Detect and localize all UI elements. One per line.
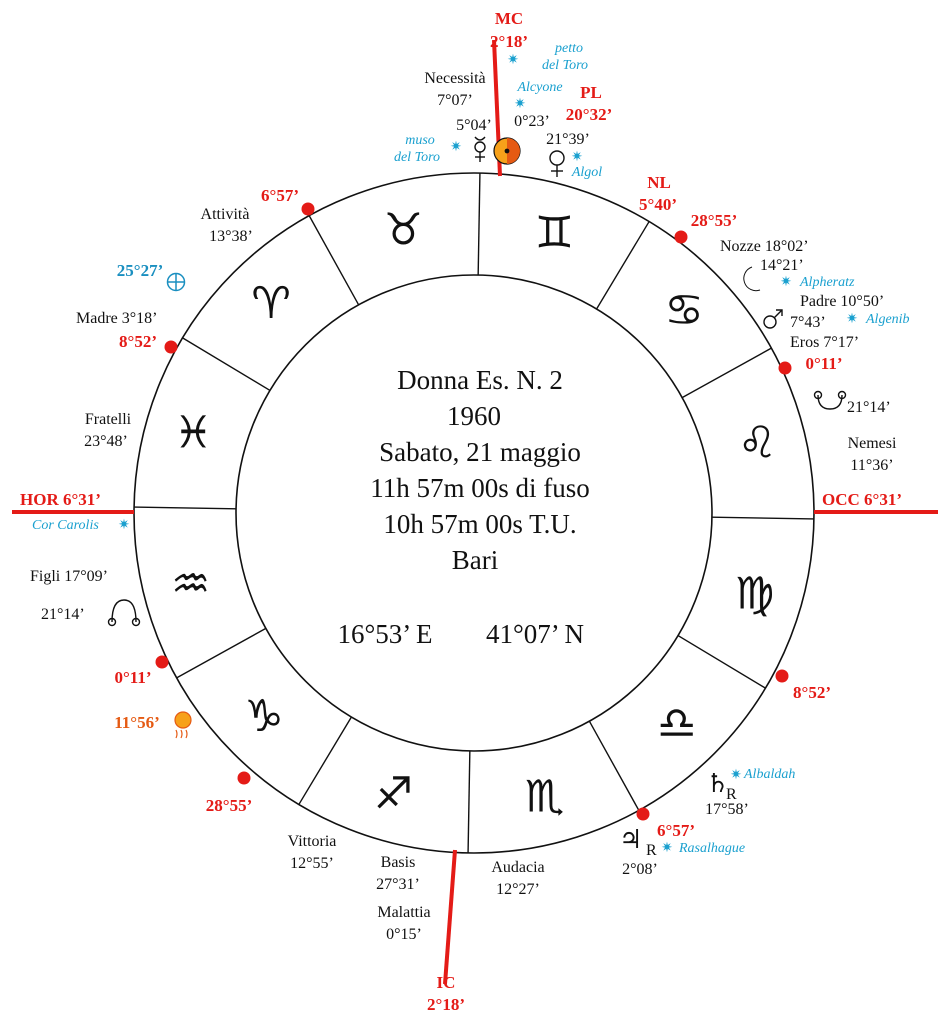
malattia-value: 0°15’: [386, 926, 422, 943]
star-marker-icon: ✷: [846, 311, 858, 327]
mc-value: 2°18’: [490, 32, 528, 51]
pl-label: PL: [580, 83, 602, 102]
sign-divider: [712, 517, 814, 519]
sign-glyph: ♎: [657, 698, 697, 750]
jupiter-icon: ♃: [619, 825, 643, 855]
sign-glyph: ♒: [170, 558, 211, 610]
sign-divider: [597, 222, 650, 309]
sign-glyph: ♋: [664, 285, 704, 337]
eros: Eros 7°17’: [790, 334, 860, 351]
attivita-name: Attività: [200, 206, 250, 223]
basis-value: 27°31’: [376, 876, 420, 893]
star-albaldah: Albaldah: [744, 767, 796, 782]
earth-icon: [168, 274, 185, 291]
star-cor-carolis: Cor Carolis: [32, 518, 99, 533]
star-algol: Algol: [571, 165, 603, 180]
jupiter-value: 2°08’: [622, 861, 658, 878]
sign-glyph: ♓: [173, 407, 214, 459]
hor-label: HOR 6°31’: [20, 490, 101, 509]
ic-axis: [445, 850, 455, 984]
necessita-value: 7°07’: [437, 92, 473, 109]
mars-icon: [764, 310, 782, 328]
star-marker-icon: ✷: [514, 96, 526, 112]
uranus-icon: [175, 712, 191, 738]
nozze: Nozze 18°02’: [720, 238, 809, 255]
mercury-icon: [475, 137, 485, 162]
cusp-value: 6°57’: [657, 821, 695, 840]
sign-glyph: ♊: [534, 207, 575, 259]
cusp-value: 28°55’: [205, 796, 253, 815]
chart-title: Donna Es. N. 2: [397, 365, 563, 395]
mars-value: 7°43’: [790, 314, 826, 331]
south-node-value: 21°14’: [847, 399, 891, 416]
fratelli-name: Fratelli: [84, 411, 132, 428]
north-node-value: 21°14’: [41, 606, 85, 623]
star-marker-icon: ✷: [450, 139, 462, 155]
sign-divider: [183, 338, 270, 391]
star-marker-icon: ✷: [780, 274, 792, 290]
sign-glyph: ♈: [251, 277, 291, 329]
sign-glyph: ♑: [244, 690, 284, 742]
cusp-dot: [156, 656, 169, 669]
cusp-dot: [238, 772, 251, 785]
moon-value: 14°21’: [760, 257, 804, 274]
sign-divider: [678, 636, 765, 689]
attivita-value: 13°38’: [209, 228, 253, 245]
sign-divider: [478, 173, 480, 275]
saturn-value: 17°58’: [705, 801, 749, 818]
south-node-icon: [815, 392, 846, 410]
padre: Padre 10°50’: [800, 293, 885, 310]
sign-divider: [299, 717, 352, 804]
malattia-name: Malattia: [377, 904, 431, 921]
cusp-value: 28°55’: [690, 211, 738, 230]
venus-icon: [550, 151, 564, 177]
star-marker-icon: ✷: [661, 840, 673, 856]
saturn-retro: R: [726, 786, 737, 803]
sun-value: 0°23’: [514, 113, 550, 130]
cusp-dot: [302, 203, 315, 216]
sign-glyph: ♌: [737, 417, 778, 469]
star-marker-icon: ✷: [730, 767, 742, 783]
birth-date: Sabato, 21 maggio: [379, 437, 581, 467]
sign-glyph: ♏: [524, 771, 565, 823]
nemesi-value: 11°36’: [850, 457, 894, 474]
sign-divider: [177, 628, 266, 677]
north-node-icon: [109, 600, 140, 626]
fratelli-value: 23°48’: [84, 433, 128, 450]
time-zone: 11h 57m 00s di fuso: [370, 473, 590, 503]
star-muso-line1: muso: [405, 133, 435, 148]
cusp-value: 0°11’: [114, 668, 152, 687]
star-marker-icon: ✷: [571, 149, 583, 165]
vittoria-name: Vittoria: [287, 833, 337, 850]
vittoria-value: 12°55’: [290, 855, 334, 872]
figli: Figli 17°09’: [30, 568, 108, 585]
mercury-value: 5°04’: [456, 117, 492, 134]
nl-value: 5°40’: [639, 195, 677, 214]
mc-label: MC: [494, 9, 524, 28]
latitude: 41°07’ N: [485, 619, 585, 649]
cusp-value: 8°52’: [119, 332, 157, 351]
longitude: 16°53’ E: [337, 619, 433, 649]
cusp-dot: [637, 808, 650, 821]
ic-value: 2°18’: [427, 995, 465, 1014]
star-marker-icon: ✷: [507, 52, 519, 68]
nl-label: NL: [647, 173, 671, 192]
sign-divider: [589, 721, 638, 810]
sign-glyph: ♉: [383, 204, 424, 256]
occ-label: OCC 6°31’: [822, 490, 902, 509]
birth-year: 1960: [447, 401, 501, 431]
cusp-dot: [165, 341, 178, 354]
star-petto-line2: del Toro: [541, 58, 589, 73]
star-rasalhague: Rasalhague: [679, 841, 746, 856]
audacia-name: Audacia: [491, 859, 545, 876]
audacia-value: 12°27’: [496, 881, 540, 898]
uranus-value: 11°56’: [114, 713, 160, 732]
star-muso-line2: del Toro: [393, 150, 441, 165]
ic-label: IC: [436, 973, 456, 992]
moon-icon: [744, 267, 760, 291]
cusp-dot: [779, 362, 792, 375]
sun-icon: [494, 138, 520, 164]
cusp-value: 6°57’: [261, 186, 299, 205]
cusp-dot: [776, 670, 789, 683]
cusp-dot: [675, 231, 688, 244]
sign-divider: [309, 216, 358, 305]
venus-value: 21°39’: [546, 131, 590, 148]
star-alcyone: Alcyone: [517, 80, 563, 95]
basis-name: Basis: [380, 854, 416, 871]
sign-divider: [134, 507, 236, 509]
star-petto-line1: petto: [555, 41, 583, 56]
star-algenib: Algenib: [866, 312, 910, 327]
time-ut: 10h 57m 00s T.U.: [383, 509, 577, 539]
nemesi-name: Nemesi: [847, 435, 897, 452]
star-marker-icon: ✷: [118, 517, 130, 533]
sign-divider: [682, 348, 771, 397]
sign-glyph: ♐: [373, 768, 414, 820]
madre: Madre 3°18’: [76, 310, 158, 327]
star-alpheratz: Alpheratz: [800, 275, 855, 290]
sign-divider: [468, 751, 470, 853]
cusp-value: 8°52’: [793, 683, 831, 702]
saturn-icon: ♄: [706, 769, 730, 799]
earth-value: 25°27’: [116, 261, 164, 280]
necessita-name: Necessità: [424, 70, 486, 87]
birth-place: Bari: [451, 545, 499, 575]
cusp-value: 0°11’: [805, 354, 843, 373]
jupiter-retro: R: [646, 842, 657, 859]
pl-value: 20°32’: [565, 105, 613, 124]
sign-glyph: ♍: [734, 568, 775, 620]
